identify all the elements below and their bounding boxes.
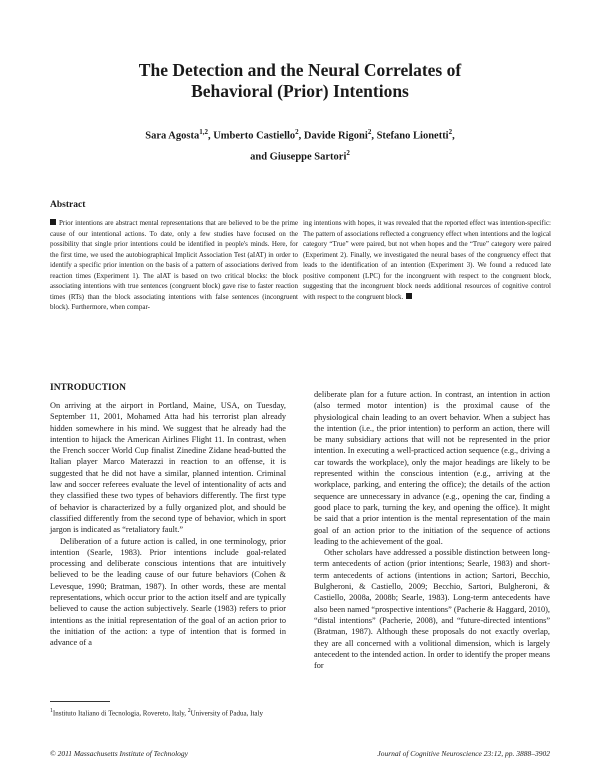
footnote-marker: 1 [50, 708, 53, 714]
paragraph: Deliberation of a future action is called, in one terminology, prior intention (Searle, 1983). Prior intentions include goal-related processing and deliberate conscious intentions that are intuitively believed to be the leading cause of our future behaviors (Cohen & Levesque, 1990; Bratman, 1987). In other words, these are mental representations, which occur prior to the action itself and are typically believed to cause the action subjectively. Searle (1983) refers to prior intentions as the initial representation of the goal of an action prior to the initiation of the action: a type of intention that is formed in advance of a [50, 536, 286, 648]
copyright-footer: © 2011 Massachusetts Institute of Technology [50, 749, 188, 758]
author-affiliation: 1,2 [199, 128, 208, 136]
author-affiliation: 2 [346, 148, 350, 157]
affiliation-footnote [50, 706, 286, 718]
body-column-left [50, 400, 286, 649]
end-square-icon [406, 293, 412, 299]
author-line-2 [60, 145, 540, 166]
author-name: Sara Agosta [145, 130, 200, 142]
author-list [60, 124, 540, 165]
author-separator: , [371, 130, 377, 142]
author-name: Davide Rigoni [303, 130, 368, 142]
author-separator: , [452, 130, 455, 142]
author-name: and Giuseppe Sartori [250, 151, 347, 162]
author-separator: , [207, 130, 214, 142]
paragraph: deliberate plan for a future action. In contrast, an intention in action (also termed motor intention) is the proximal cause of the physiological chain leading to an overt behavior. When a subject has the intention (i.e., the prior intention) to perform an action, there will be many subsidiary actions that will not be represented in the prior intention. In executing a well-practiced action sequence (e.g., driving a car towards the workplace), only the major headings are likely to be represented within the conscious intention (e.g., arriving at the workplace, parking, and entering the office); the details of the action sequence are unnecessary in advance (e.g., opening the car, finding a good place to park, turning the key, and opening the office). It might be said that a prior intention is the mental representation of the main goal of an action prior to the initiation of the sequence of actions leading to the achievement of the goal. [314, 390, 550, 546]
author-affiliation: 2 [367, 128, 372, 136]
abstract-text-left: Prior intentions are abstract mental representations that are believed to be the prime cause of our intentional actions. To date, only a few studies have focused on the possibility that single prior intentions could be identified in people's minds. Here, for the first time, we used the autobiographical Implicit Association Test (aIAT) in order to identify a specific prior intention on the basis of a pattern of associations derived from reaction times (Experiment 1). The aIAT is based on two critical blocks: the block associating intentions with true sentences (congruent block) gave rise to faster reaction times (RTs) than the block associating intentions with false sentences (incongruent block). Furthermore, when compar- [50, 219, 298, 311]
footnote-divider [50, 701, 110, 702]
title-line-1: The Detection and the Neural Correlates of [138, 60, 462, 80]
footnote-text: University of Padua, Italy [190, 709, 263, 718]
abstract-column-right [303, 218, 551, 302]
paper-title [60, 60, 540, 102]
footnote-text: Instituto Italiano di Tecnologia, Rovereto, Italy, [52, 709, 188, 718]
square-bullet-icon [50, 219, 56, 225]
abstract-text-right: ing intentions with hopes, it was revealed that the reported effect was intention-specific: The pattern of associations reflected a congruency effect when intentions and the logical category “True” were paired, but not when hopes and the “True” category were paired (Experiment 2). Finally, we investigated the neural bases of the congruency effect that leads to the identification of an intention (Experiment 3). We found a reduced late positive component (LPC) for the incongruent with respect to the congruent block, suggesting that the incongruent block needs additional resources of cognitive control with respect to the congruent block. [303, 219, 551, 301]
author-affiliation: 2 [295, 128, 299, 136]
paragraph: Other scholars have addressed a possible distinction between long-term antecedents of action (prior intentions; Searle, 1983) and short-term antecedents of actions (intentions in action; Sartori, Becchio, Bulgheroni, & Castiello, 2009; Becchio, Sartori, Bulgheroni, & Castiello, 2008a, 2008b; Searle, 1983). Long-term antecedents have also been named “prospective intentions” (Pacherie & Haggard, 2010), “distal intentions” (Pacherie, 2008), and “future-directed intentions” (Bratman, 1987). Although these proposals do not exactly overlap, they are all concerned with a volitional dimension, which is largely antecedent to the intended action. In order to identify the proper means for [314, 548, 550, 671]
author-affiliation: 2 [448, 128, 453, 136]
abstract-heading: Abstract [50, 200, 86, 210]
author-name: Stefano Lionetti [376, 130, 449, 142]
title-line-2: Behavioral (Prior) Intentions [191, 81, 409, 101]
section-heading-introduction: INTRODUCTION [50, 383, 127, 393]
author-line-1 [60, 124, 540, 145]
abstract-column-left [50, 218, 298, 313]
footnote-marker: 2 [187, 708, 191, 714]
author-separator: , [298, 130, 304, 142]
body-column-right [314, 389, 550, 671]
journal-citation-footer: Journal of Cognitive Neuroscience 23:12, pp. 3888–3902 [377, 749, 550, 758]
paragraph: On arriving at the airport in Portland, Maine, USA, on Tuesday, September 11, 2001, Mohamed Atta had his terrorist plan already hidden somewhere in his mind. We suggest that he already had the intention to hijack the American Airlines Flight 11. In contrast, when the French soccer World Cup finalist Zinedine Zidane head-butted the Italian player Marco Materazzi in reaction to an offense, it is suggested that he did not have a similar, planned intention. Criminal law and soccer referees evaluate the level of intentionality of acts and they classified these two types of behaviors differently. The first type of behavior is characterized by a fully organized plot, and should be classified differently from the second type of behavior, which in sport jargon is indicated as “retaliatory fault.” [50, 401, 286, 535]
author-name: Umberto Castiello [213, 130, 296, 142]
